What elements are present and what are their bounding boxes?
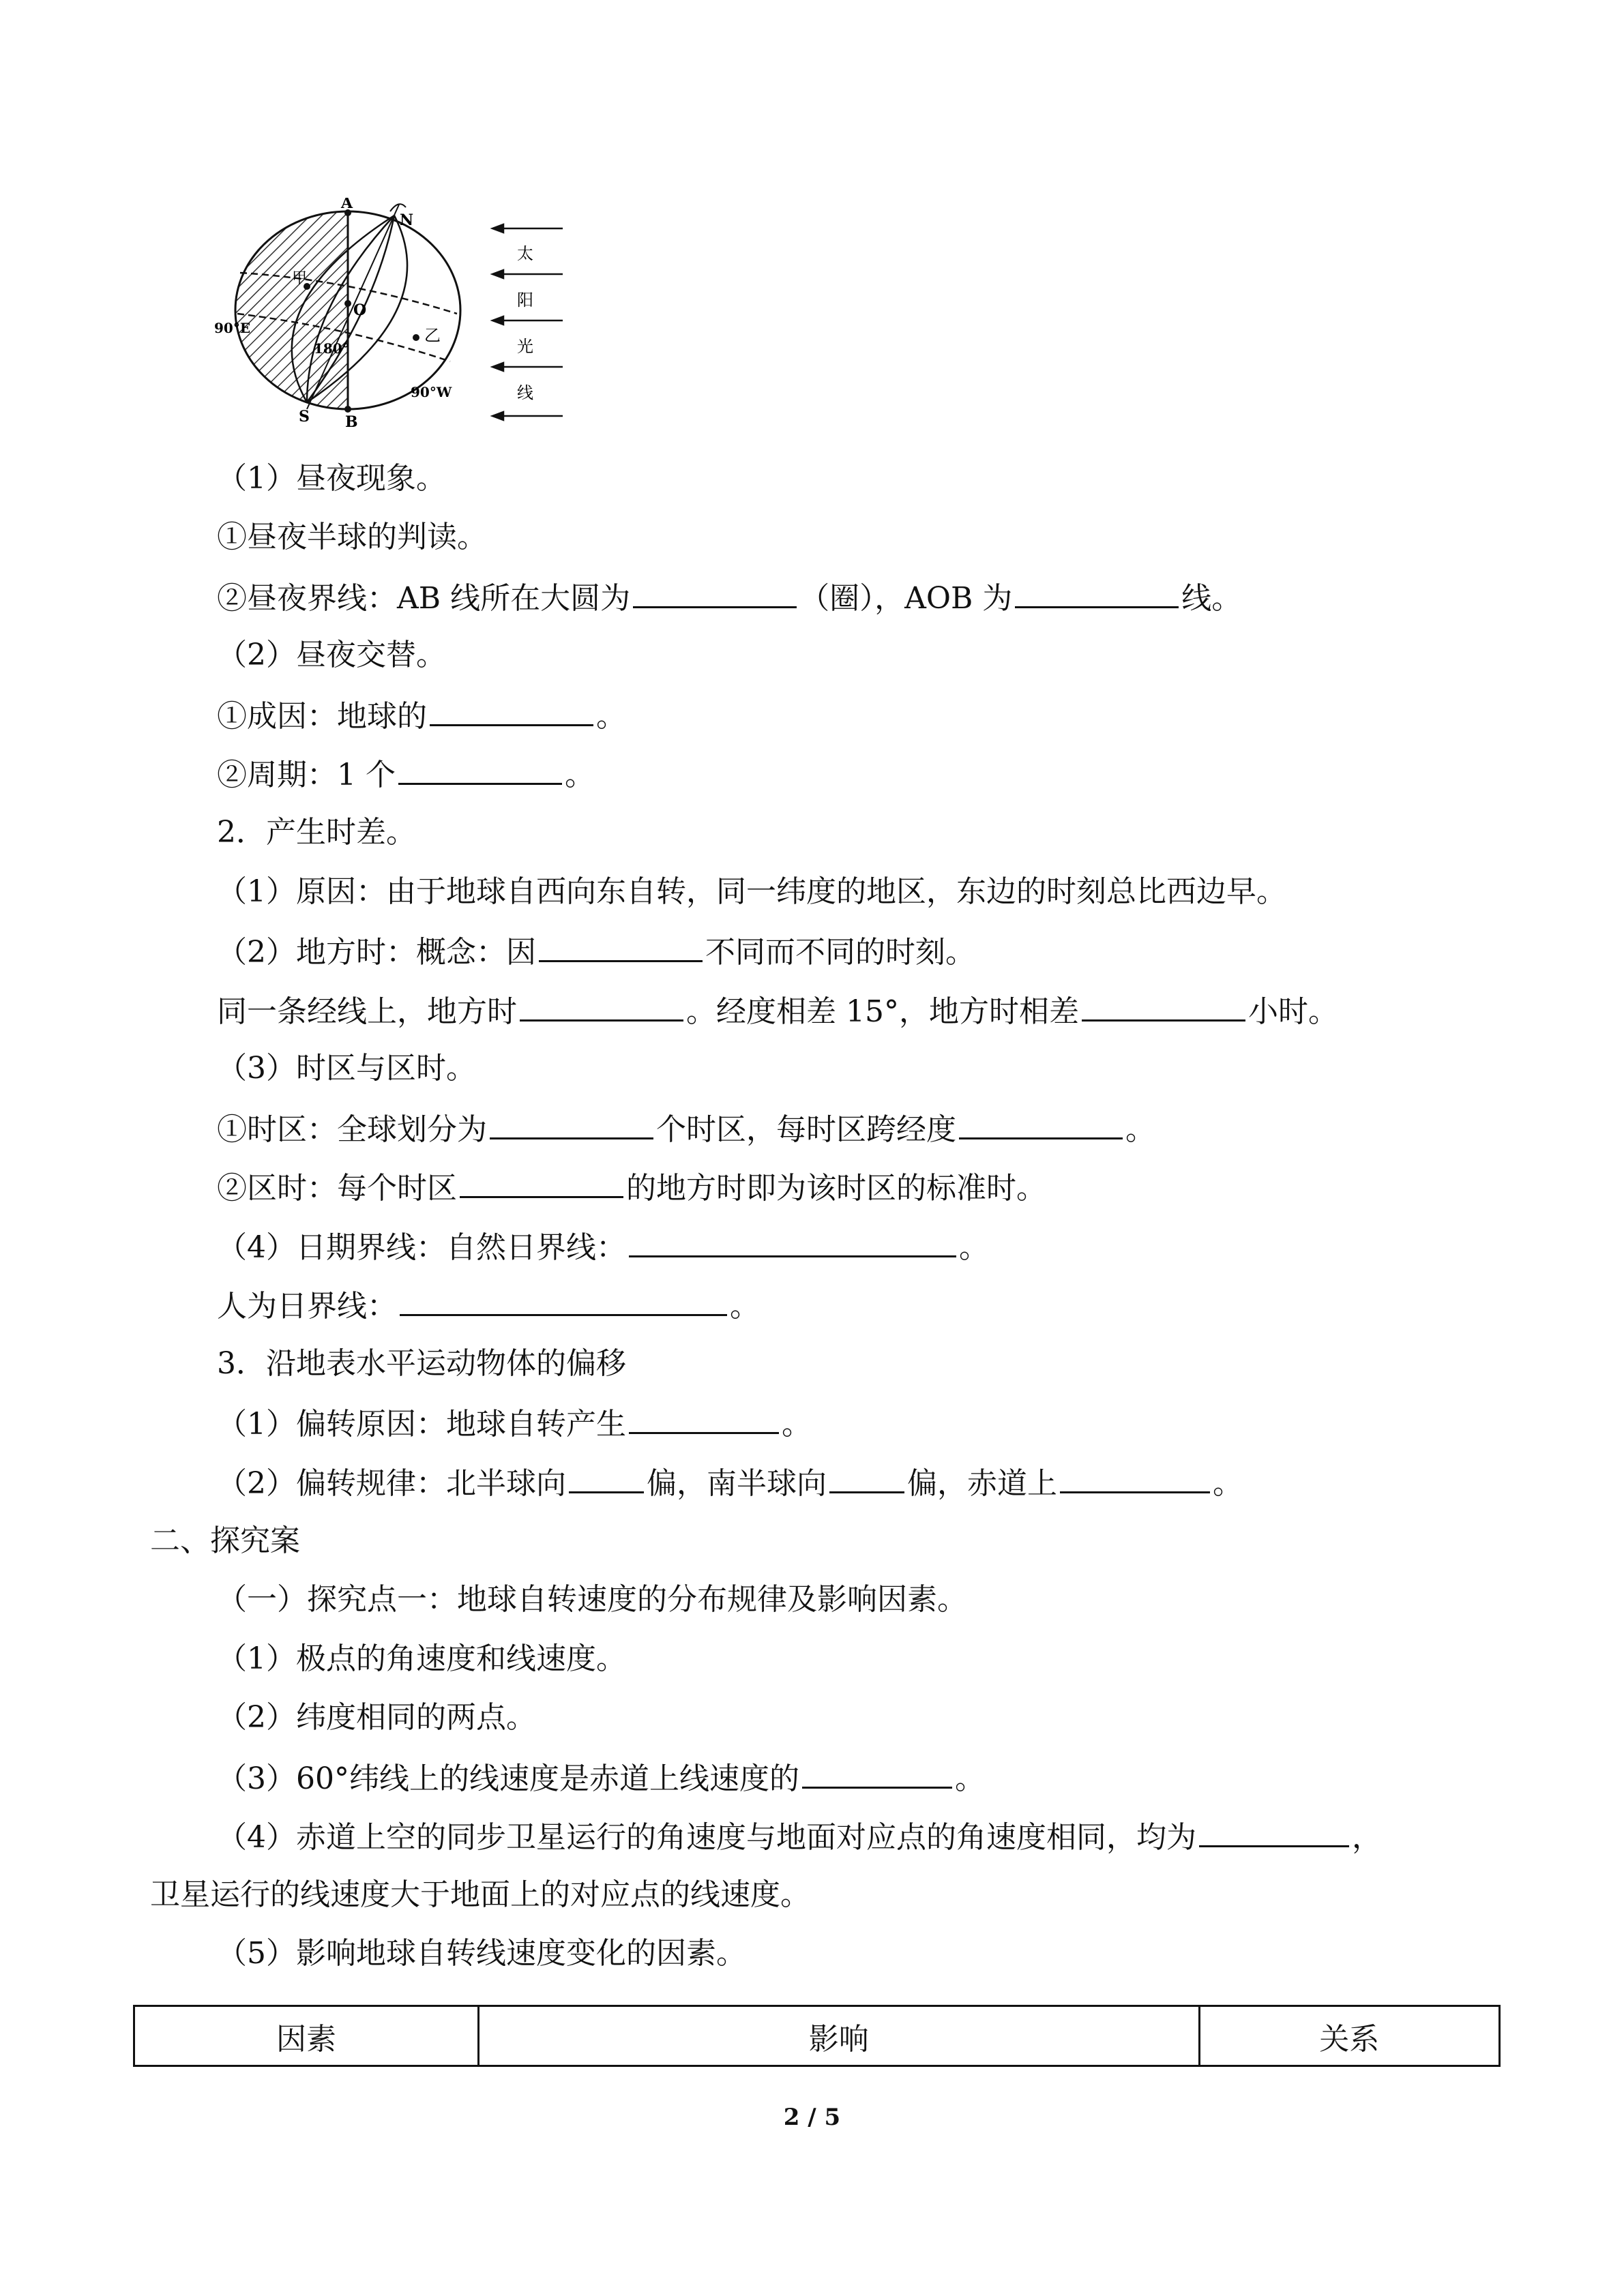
text-line <box>217 1461 1243 1504</box>
text-line <box>217 576 1241 619</box>
text: （2）昼夜交替。 <box>217 638 446 672</box>
label-o: O <box>353 301 367 319</box>
blank[interactable] <box>1082 989 1245 1022</box>
text-line <box>217 1343 626 1384</box>
blank[interactable] <box>490 1107 653 1139</box>
label-a: A <box>341 198 353 212</box>
blank[interactable] <box>430 694 593 726</box>
text: 。 <box>564 758 595 792</box>
earth-illumination-figure <box>211 198 593 430</box>
sunlight-char-2: 阳 <box>517 290 533 310</box>
text-line <box>217 1402 812 1445</box>
text: ②区时：每个时区 <box>217 1171 457 1206</box>
text: 卫星运行的线速度大于地面上的对应点的线速度。 <box>150 1877 810 1912</box>
page-number: 2 / 5 <box>783 2104 841 2131</box>
text: （4）日期界线：自然日界线： <box>217 1230 626 1265</box>
table-header-cell: 关系 <box>1199 2006 1499 2066</box>
text: （圈），AOB 为 <box>799 581 1013 616</box>
text: 。 <box>596 699 626 734</box>
text: 个时区，每时区跨经度 <box>656 1112 956 1147</box>
text-line <box>217 635 446 676</box>
text-line <box>217 694 626 737</box>
text: （1）偏转原因：地球自转产生 <box>217 1407 626 1442</box>
text-line <box>217 1697 536 1738</box>
text: 偏，南半球向 <box>647 1466 827 1501</box>
blank[interactable] <box>629 1225 956 1257</box>
text-line <box>217 930 975 973</box>
label-s: S <box>299 408 310 426</box>
table-header-row <box>134 2006 1500 2066</box>
blank[interactable] <box>1015 576 1179 608</box>
text-line <box>217 871 1286 912</box>
table-header-cell: 因素 <box>134 2006 479 2066</box>
text: 的地方时即为该时区的标准时。 <box>626 1171 1046 1206</box>
blank[interactable] <box>569 1461 644 1493</box>
sunlight-char-4: 线 <box>517 383 533 402</box>
blank[interactable] <box>539 930 703 962</box>
text: （4）赤道上空的同步卫星运行的角速度与地面对应点的角速度相同，均为 <box>217 1820 1196 1855</box>
text: 同一条经线上，地方时 <box>217 994 517 1029</box>
text: （一）探究点一：地球自转速度的分布规律及影响因素。 <box>217 1582 967 1617</box>
text-line <box>217 989 1338 1032</box>
text: 3．沿地表水平运动物体的偏移 <box>217 1346 626 1381</box>
text-line <box>217 1225 989 1268</box>
blank[interactable] <box>460 1166 623 1198</box>
blank[interactable] <box>400 1284 727 1316</box>
text: 。 <box>1213 1466 1243 1501</box>
text: （5）影响地球自转线速度变化的因素。 <box>217 1936 746 1971</box>
text-line <box>217 1166 1046 1209</box>
text: 。 <box>959 1230 989 1265</box>
text: 2．产生时差。 <box>217 815 416 850</box>
label-n: N <box>400 211 414 229</box>
text-line <box>217 1107 1155 1150</box>
text: 。 <box>730 1289 760 1324</box>
text-line <box>217 1639 626 1680</box>
text: ①成因：地球的 <box>217 699 427 734</box>
text: （3）时区与区时。 <box>217 1051 476 1086</box>
text-line <box>217 517 487 558</box>
sunlight-char-3: 光 <box>517 337 533 356</box>
blank[interactable] <box>629 1402 779 1434</box>
blank[interactable] <box>802 1757 952 1789</box>
text: （2）地方时：概念：因 <box>217 935 536 970</box>
text: 。 <box>1125 1112 1155 1147</box>
blank[interactable] <box>633 576 797 608</box>
text: 。经度相差 15°，地方时相差 <box>686 994 1079 1029</box>
text-line <box>217 1757 985 1800</box>
text: 。 <box>782 1407 812 1442</box>
text: 二、探究案 <box>150 1523 300 1558</box>
text: （3）60°纬线上的线速度是赤道上线速度的 <box>217 1761 799 1796</box>
text: 人为日界线： <box>217 1289 397 1324</box>
text-line <box>150 1875 810 1915</box>
blank[interactable] <box>959 1107 1123 1139</box>
text: 线。 <box>1181 581 1242 616</box>
text: （1）极点的角速度和线速度。 <box>217 1641 626 1676</box>
blank[interactable] <box>398 753 562 785</box>
text: （2）纬度相同的两点。 <box>217 1700 536 1735</box>
text-line <box>217 1579 967 1620</box>
text: 。 <box>954 1761 985 1796</box>
text-line <box>217 458 446 499</box>
blank[interactable] <box>1199 1815 1349 1847</box>
table-header-cell: 影响 <box>479 2006 1199 2066</box>
text: 小时。 <box>1247 994 1338 1029</box>
blank[interactable] <box>1060 1461 1210 1493</box>
label-yi: 乙 <box>424 326 441 345</box>
label-90w: 90°W <box>411 384 452 400</box>
text-line <box>217 1048 476 1089</box>
label-180: 180° <box>314 340 349 357</box>
text-line <box>217 1284 760 1327</box>
blank[interactable] <box>829 1461 904 1493</box>
text: （1）原因：由于地球自西向东自转，同一纬度的地区，东边的时刻总比西边早。 <box>217 874 1286 909</box>
label-b: B <box>345 413 358 430</box>
text-line <box>217 753 595 796</box>
text: ， <box>1352 1820 1382 1855</box>
label-90e: 90°E <box>214 320 251 336</box>
text: （1）昼夜现象。 <box>217 461 446 496</box>
text: （2）偏转规律：北半球向 <box>217 1466 566 1501</box>
sunlight-char-1: 太 <box>517 244 533 263</box>
text-line <box>217 812 416 853</box>
text: ①昼夜半球的判读。 <box>217 520 487 554</box>
factors-table <box>133 2005 1501 2067</box>
text: ②周期：1 个 <box>217 758 396 792</box>
label-jia: 甲 <box>292 270 308 287</box>
text: ①时区：全球划分为 <box>217 1112 487 1147</box>
blank[interactable] <box>520 989 683 1022</box>
text-line <box>217 1815 1382 1858</box>
text: 不同而不同的时刻。 <box>705 935 975 970</box>
text: 偏，赤道上 <box>907 1466 1057 1501</box>
text-line <box>150 1521 300 1562</box>
text-line <box>217 1933 746 1974</box>
text: ②昼夜界线：AB 线所在大圆为 <box>217 581 631 616</box>
